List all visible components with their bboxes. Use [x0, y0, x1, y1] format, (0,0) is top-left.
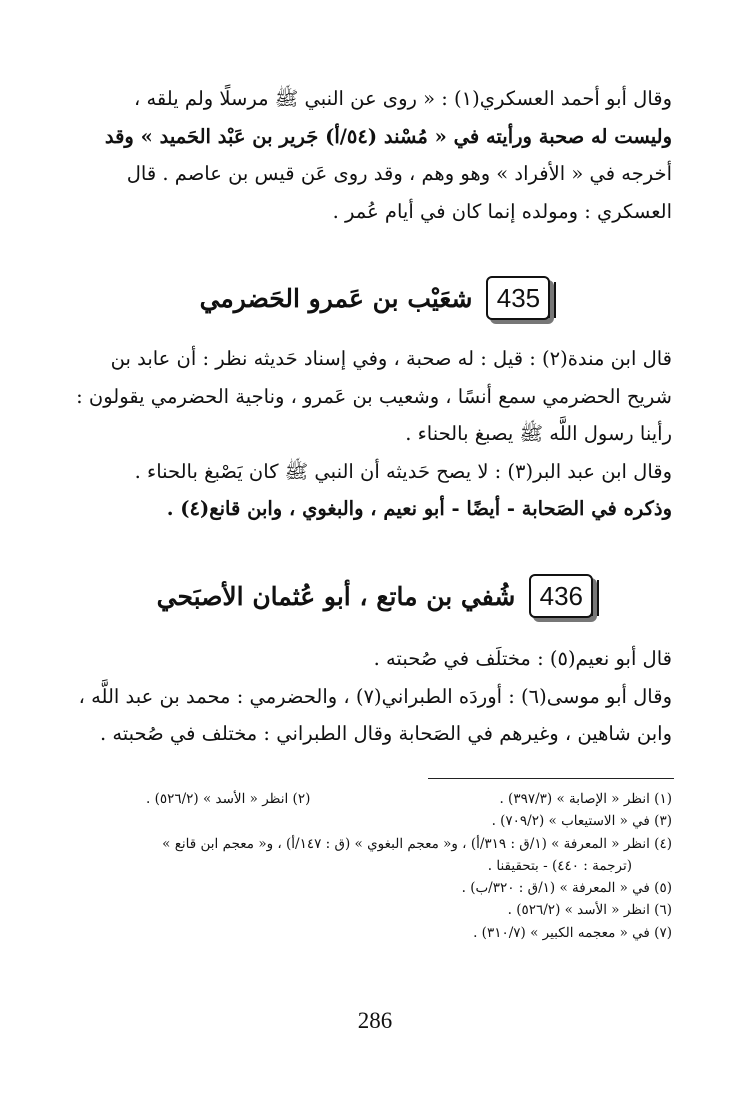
footnote-divider: [428, 778, 674, 779]
text-line: وذكره في الصَحابة - أيضًا - أبو نعيم ، والبغوي ، وابن قانع(٤) .: [166, 497, 672, 520]
text-line: وقال أبو أحمد العسكري(١) : « روى عن النبي ﷺ مرسلًا ولم يلقه ،: [133, 87, 672, 110]
footnote-4-continued: (ترجمة : ٤٤٠) - بتحقيقنا .: [487, 857, 632, 874]
page-number: 286: [357, 1008, 393, 1033]
entry-number-box: [486, 276, 550, 320]
text-line: وليست له صحبة ورأيته في « مُسْند (٥٤/أ) جَرير بن عَبْد الحَميد » وقد: [104, 124, 672, 148]
footnote-1: (١) انظر « الإصابة » (٣٩٧/٣) .: [499, 791, 672, 807]
text-line: قال ابن مندة(٢) : قيل : له صحبة ، وفي إسناد حَديثه نظر : أن عابد بن: [110, 347, 672, 370]
entry-number: 435: [496, 282, 541, 313]
footnote-2: (٢) انظر « الأسد » (٥٢٦/٢) .: [146, 791, 311, 807]
entry-436-body: [66, 640, 672, 753]
text-line: وقال ابن عبد البر(٣) : لا يصح حَديثه أن النبي ﷺ كان يَصْبغ بالحناء .: [134, 459, 672, 483]
footnotes: [66, 788, 672, 944]
footnote-6: (٦) انظر « الأسد » (٥٢٦/٢) .: [507, 902, 672, 919]
text-line: شريح الحضرمي سمع أنسًا ، وشعيب بن عَمرو ، وناجية الحضرمي يقولون :: [76, 384, 672, 408]
footnote-5: (٥) في « المعرفة » (١/ق : ٣٢٠/ب) .: [461, 880, 672, 897]
entry-title: شعَيْب بن عَمرو الحَضرمي: [199, 283, 473, 313]
footnote-4: (٤) انظر « المعرفة » (١/ق : ٣١٩/أ) ، و« معجم البغوي » (ق : ١٤٧/أ) ، و« معجم ابن قانع »: [162, 835, 672, 852]
text-line: وابن شاهين ، وغيرهم في الصَحابة وقال الطبراني : مختلف في صُحبته .: [99, 722, 672, 745]
paragraph-askari: [66, 80, 672, 230]
entry-title: شُفي بن ماتع ، أبو عُثمان الأصبَحي: [156, 581, 516, 611]
entry-436-heading: [0, 566, 750, 626]
entry-number-box: [529, 574, 593, 618]
text-line: وقال أبو موسى(٦) : أوردَه الطبراني(٧) ، والحضرمي : محمد بن عبد اللَّه ،: [78, 684, 672, 708]
entry-435-heading: [0, 268, 750, 328]
text-line: قال أبو نعيم(٥) : مختلَف في صُحبته .: [373, 647, 672, 670]
text-line: أخرجه في « الأفراد » وهو وهم ، وقد روى عَن قيس بن عاصم . قال: [126, 162, 672, 185]
footnote-row: [66, 788, 672, 810]
footnote-3: (٣) في « الاستيعاب » (٧٠٩/٢) .: [491, 813, 672, 830]
entry-number: 436: [539, 580, 584, 611]
text-line: العسكري : ومولده إنما كان في أيام عُمر .: [332, 199, 672, 223]
text-line: رأينا رسول اللَّه ﷺ يصبغ بالحناء .: [405, 422, 672, 445]
entry-435-body: [66, 340, 672, 528]
footnote-7: (٧) في « معجمه الكبير » (٣١٠/٧) .: [473, 924, 672, 941]
